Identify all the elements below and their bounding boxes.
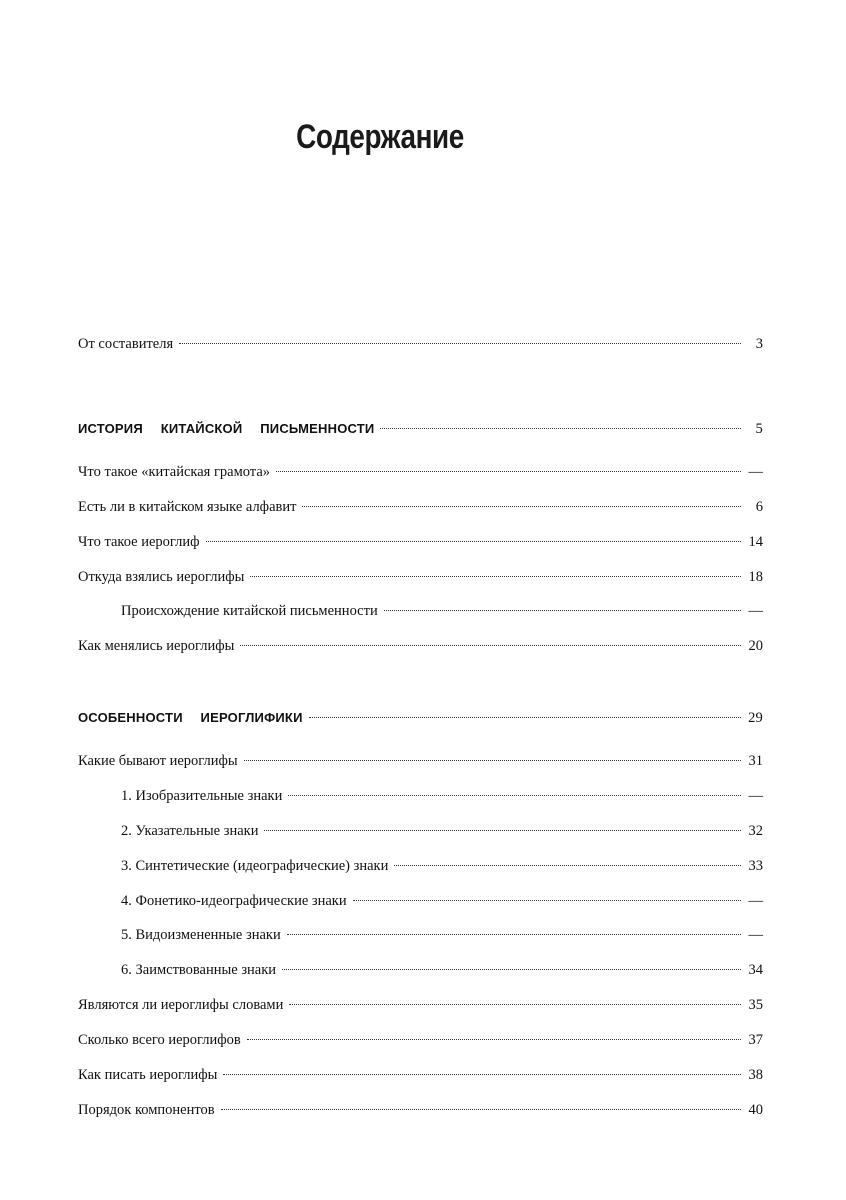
toc-page-number: 35 <box>748 997 763 1013</box>
toc-subentry-borrowed[interactable] <box>121 956 763 979</box>
toc-entry-from-compiler[interactable] <box>78 330 763 353</box>
dot-leader <box>288 782 741 800</box>
toc-entry-how-many[interactable] <box>78 1026 763 1049</box>
toc-page-number: 14 <box>748 534 763 550</box>
dot-leader <box>287 921 741 939</box>
toc-entry-label: Являются ли иероглифы словами <box>78 997 284 1013</box>
toc-entry-label: 2. Указательные знаки <box>121 823 259 839</box>
toc-page-number: 34 <box>748 962 763 978</box>
dot-leader <box>282 956 741 974</box>
toc-section-history[interactable] <box>78 415 763 438</box>
toc-entry-component-order[interactable] <box>78 1096 763 1119</box>
dot-leader <box>384 597 741 615</box>
toc-page-number: 40 <box>748 1102 763 1118</box>
dot-leader <box>250 563 741 581</box>
dot-leader <box>244 747 741 765</box>
toc-page-number: 31 <box>748 753 763 769</box>
page-title: Содержание <box>296 118 464 156</box>
toc-entry-label: Происхождение китайской письменности <box>121 603 378 619</box>
toc-section-label: ИСТОРИЯ КИТАЙСКОЙ ПИСЬМЕННОСТИ <box>78 421 375 436</box>
toc-subentry-synthetic[interactable] <box>121 852 763 875</box>
dot-leader <box>179 330 741 348</box>
dot-leader <box>221 1096 741 1114</box>
toc-page-number: 32 <box>748 823 763 839</box>
toc-page-number: — <box>748 464 763 480</box>
toc-page-number: — <box>748 927 763 943</box>
toc-entry-label: Есть ли в китайском языке алфавит <box>78 499 297 515</box>
toc-subentry-indicative[interactable] <box>121 817 763 840</box>
toc-entry-how-changed[interactable] <box>78 632 763 655</box>
dot-leader <box>264 817 741 835</box>
toc-entry-alphabet[interactable] <box>78 493 763 516</box>
toc-entry-what-is-hieroglyph[interactable] <box>78 528 763 551</box>
toc-page-number: 33 <box>748 858 763 874</box>
toc-page-number: 29 <box>748 710 763 726</box>
dot-leader <box>394 852 741 870</box>
toc-page-number: 3 <box>755 336 763 352</box>
dot-leader <box>380 415 741 433</box>
dot-leader <box>289 991 741 1009</box>
toc-entry-label: Порядок компонентов <box>78 1102 215 1118</box>
toc-entry-are-words[interactable] <box>78 991 763 1014</box>
dot-leader <box>309 704 741 722</box>
toc-subentry-phonetic[interactable] <box>121 887 763 910</box>
toc-page-number: — <box>748 788 763 804</box>
dot-leader <box>223 1061 741 1079</box>
toc-page-number: — <box>748 603 763 619</box>
dot-leader <box>247 1026 741 1044</box>
dot-leader <box>240 632 741 650</box>
toc-page-number: 5 <box>755 421 763 437</box>
toc-entry-label: Как менялись иероглифы <box>78 638 235 654</box>
toc-page-number: 18 <box>748 569 763 585</box>
toc-entry-label: Сколько всего иероглифов <box>78 1032 241 1048</box>
dot-leader <box>353 887 741 905</box>
toc-entry-label: 5. Видоизмененные знаки <box>121 927 281 943</box>
toc-section-features[interactable] <box>78 704 763 727</box>
toc-entry-origin[interactable] <box>78 563 763 586</box>
dot-leader <box>206 528 742 546</box>
toc-entry-label: Что такое «китайская грамота» <box>78 464 271 480</box>
toc-entry-label: 6. Заимствованные знаки <box>121 962 277 978</box>
toc-entry-label: Откуда взялись иероглифы <box>78 569 245 585</box>
toc-page-number: 38 <box>748 1067 763 1083</box>
toc-page-number: 20 <box>748 638 763 654</box>
toc-subentry-modified[interactable] <box>121 921 763 944</box>
dot-leader <box>302 493 741 511</box>
toc-entry-kinds[interactable] <box>78 747 763 770</box>
toc-page-number: 37 <box>748 1032 763 1048</box>
toc-entry-label: Что такое иероглиф <box>78 534 200 550</box>
toc-entry-chinese-gramota[interactable] <box>78 458 763 481</box>
toc-page-number: 6 <box>755 499 763 515</box>
toc-entry-label: 3. Синтетические (идеографические) знаки <box>121 858 389 874</box>
dot-leader <box>276 458 741 476</box>
toc-entry-label: От составителя <box>78 336 174 352</box>
toc-entry-label: Как писать иероглифы <box>78 1067 218 1083</box>
toc-entry-how-to-write[interactable] <box>78 1061 763 1084</box>
toc-entry-label: 4. Фонетико-идеографические знаки <box>121 893 347 909</box>
toc-page-number: — <box>748 893 763 909</box>
toc-entry-label: 1. Изобразительные знаки <box>121 788 283 804</box>
toc-subentry-pictographic[interactable] <box>121 782 763 805</box>
toc-subentry-writing-origin[interactable] <box>121 597 763 620</box>
toc-section-label: ОСОБЕННОСТИ ИЕРОГЛИФИКИ <box>78 710 303 725</box>
toc-entry-label: Какие бывают иероглифы <box>78 753 238 769</box>
